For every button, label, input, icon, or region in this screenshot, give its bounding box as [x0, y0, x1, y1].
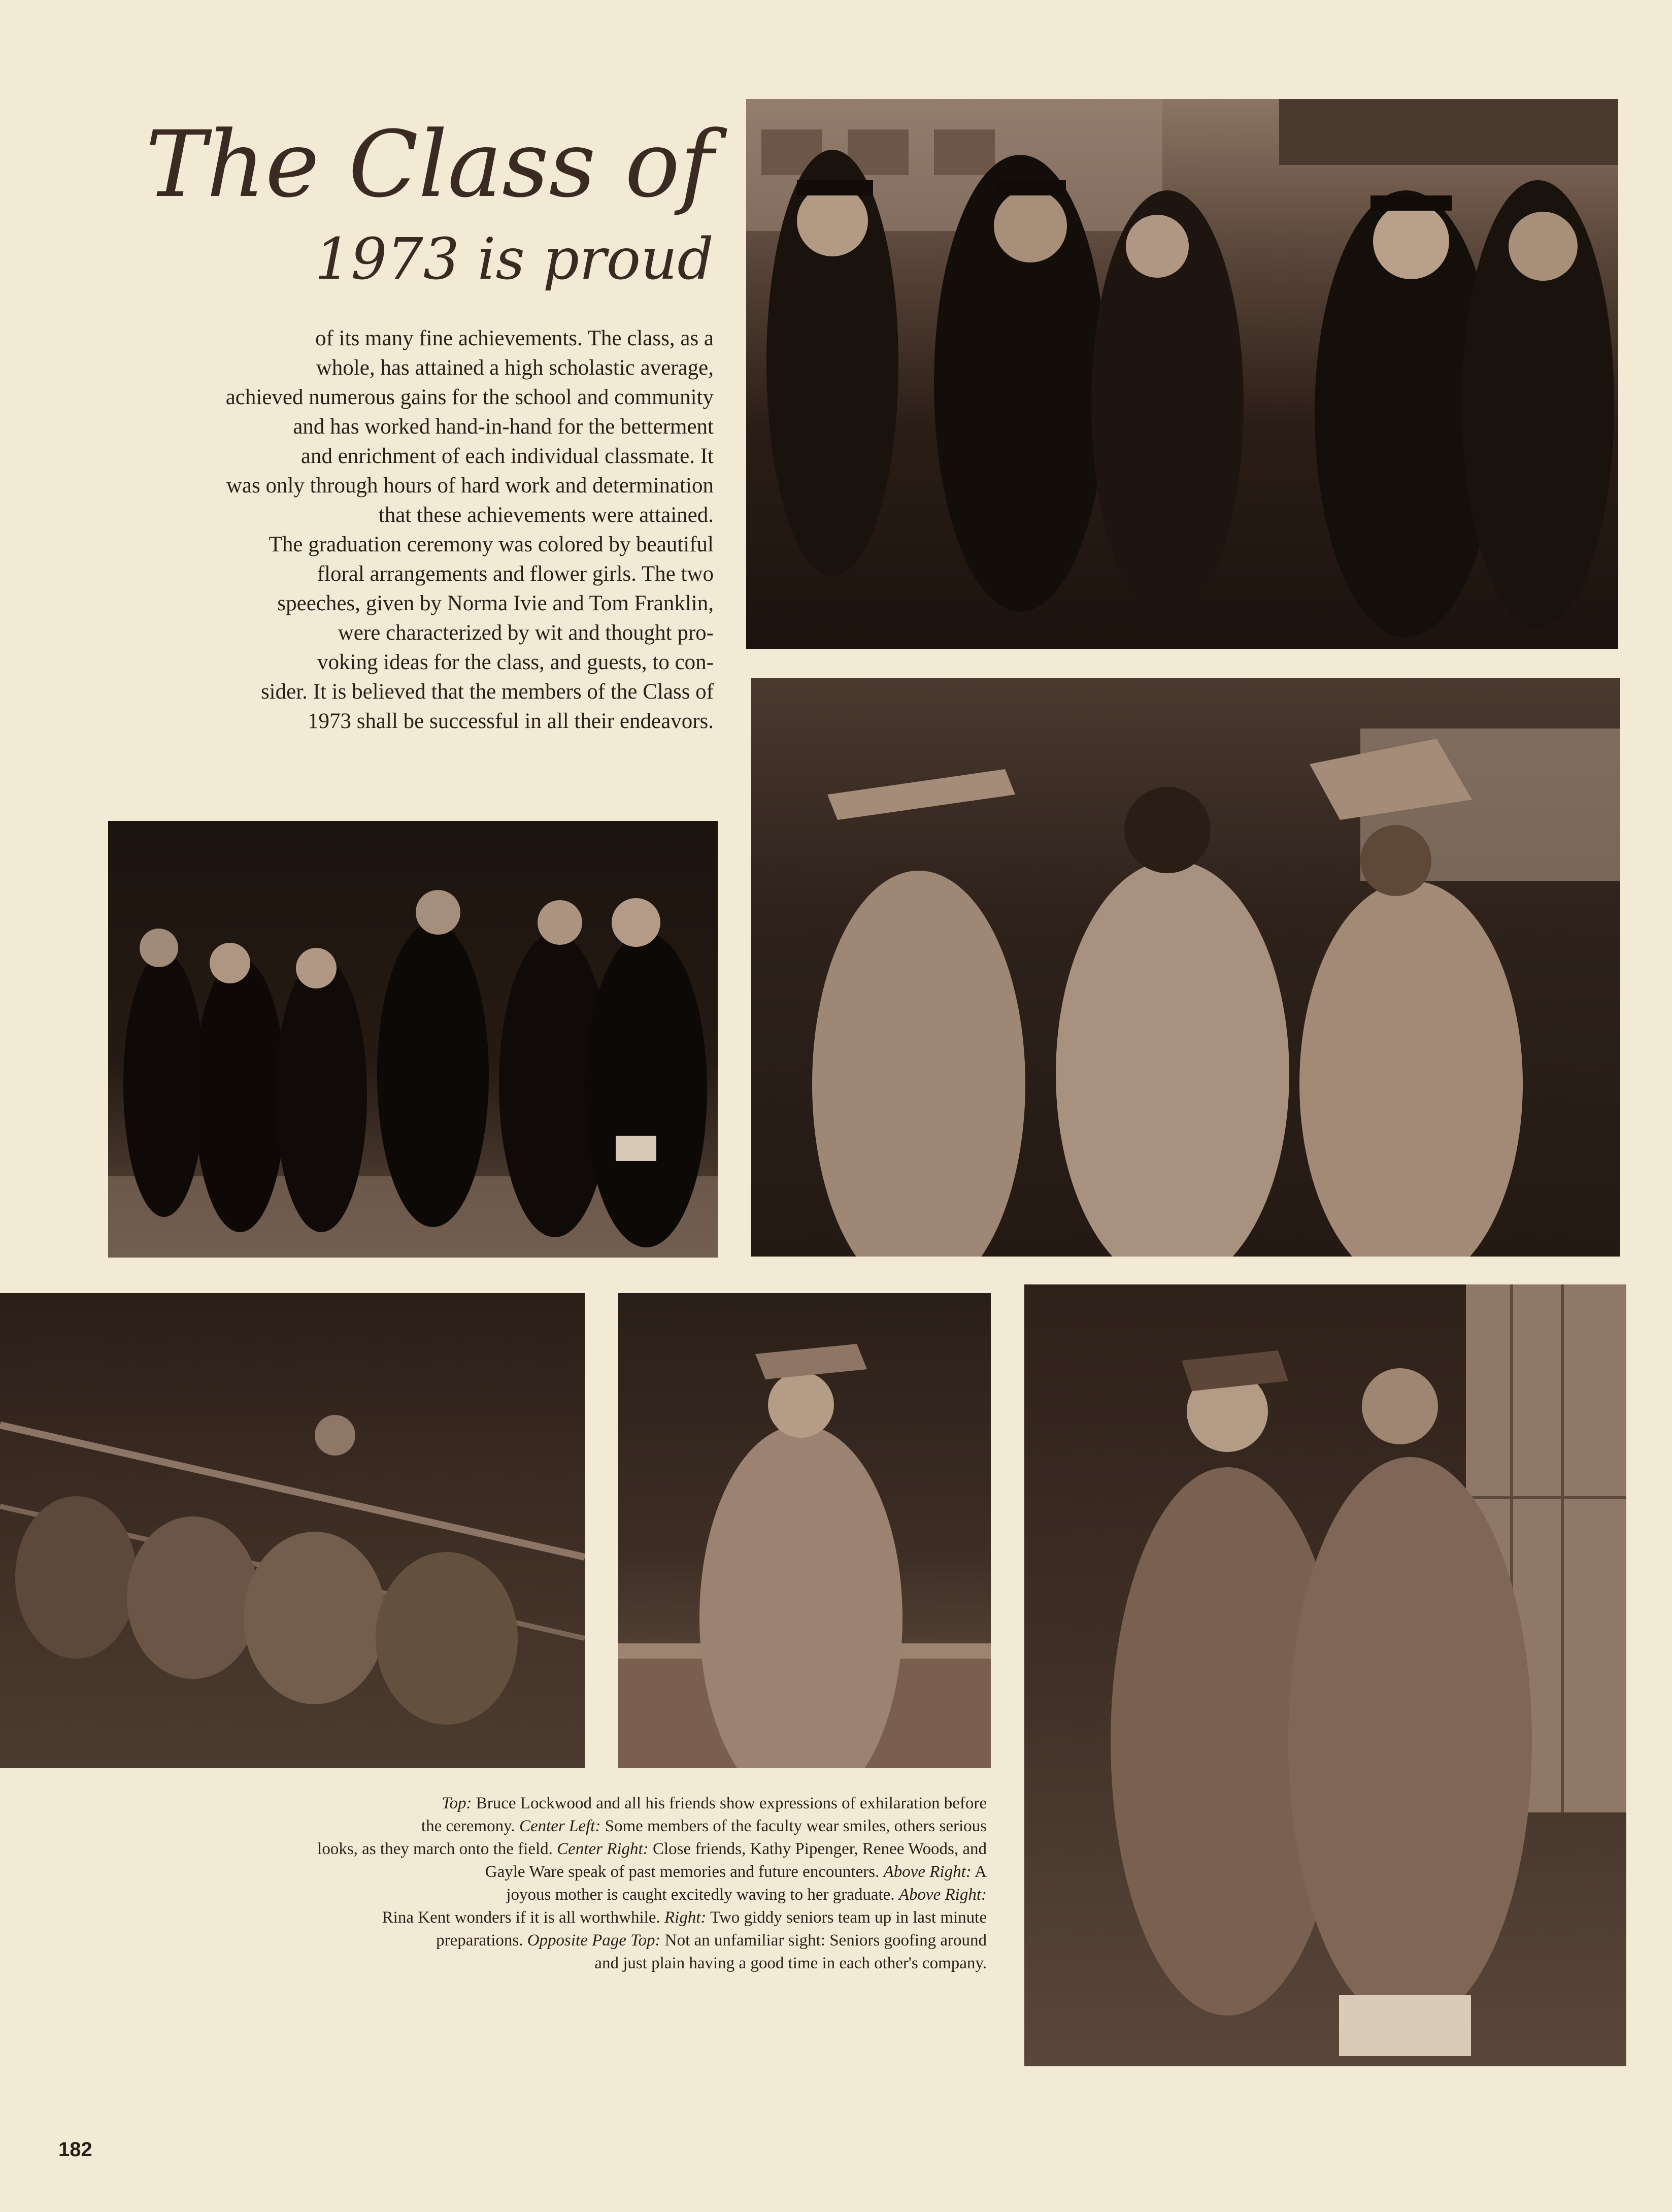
caption-text: joyous mother is caught excitedly waving to her graduate.: [506, 1886, 899, 1904]
article-body: [226, 324, 714, 736]
caption-text: the ceremony.: [421, 1817, 519, 1835]
photo-bottom-left-crowd: [0, 1293, 585, 1768]
body-line: 1973 shall be successful in all their endeavors.: [307, 709, 714, 733]
body-line: floral arrangements and flower girls. The two: [317, 562, 714, 586]
body-line: and enrichment of each individual classmate. It: [300, 444, 714, 468]
photo-top-graduates: [746, 99, 1618, 649]
caption-text: Close friends, Kathy Pipenger, Renee Woods, and: [648, 1840, 987, 1858]
photo-bottom-middle-graduate: [618, 1293, 991, 1768]
caption-line: [317, 1838, 987, 1861]
caption-text: Rina Kent wonders if it is all worthwhile.: [382, 1908, 664, 1927]
body-line: speeches, given by Norma Ivie and Tom Franklin,: [277, 591, 714, 615]
caption-text: Not an unfamiliar sight: Seniors goofing around: [660, 1931, 987, 1950]
photo-center-left-illustration: [108, 821, 718, 1258]
caption-label: Opposite Page Top:: [527, 1931, 661, 1950]
photo-center-right-friends: [751, 678, 1620, 1257]
caption-text: Gayle Ware speak of past memories and future encounters.: [485, 1863, 884, 1881]
photo-bottom-right-illustration: [1024, 1284, 1626, 2066]
body-line: and has worked hand-in-hand for the betterment: [293, 415, 714, 439]
caption-text: Some members of the faculty wear smiles, others serious: [600, 1817, 987, 1835]
photo-bottom-left-illustration: [0, 1293, 585, 1768]
photo-bottom-right-seniors: [1024, 1284, 1626, 2066]
caption-text: looks, as they march onto the field.: [317, 1840, 557, 1858]
caption-line: [317, 1815, 987, 1838]
caption-line: [317, 1792, 987, 1815]
caption-line: [317, 1861, 987, 1884]
photo-caption: [317, 1792, 987, 1975]
caption-text: and just plain having a good time in each other's company.: [594, 1954, 987, 1972]
caption-label: Above Right:: [898, 1886, 987, 1904]
caption-line: [317, 1952, 987, 1975]
caption-text: Bruce Lockwood and all his friends show expressions of exhilaration before: [472, 1794, 987, 1812]
body-line: The graduation ceremony was colored by beautiful: [269, 533, 714, 556]
photo-bottom-middle-illustration: [618, 1293, 991, 1768]
body-line: whole, has attained a high scholastic average,: [316, 356, 714, 380]
caption-label: Center Right:: [557, 1840, 649, 1858]
body-line: voking ideas for the class, and guests, to con-: [317, 650, 714, 674]
body-line: were characterized by wit and thought pro-: [338, 621, 714, 645]
page-number: 182: [58, 2138, 92, 2161]
headline-line-1: The Class of: [145, 112, 714, 218]
body-line: achieved numerous gains for the school and community: [225, 385, 714, 409]
caption-text: preparations.: [436, 1931, 527, 1950]
caption-line: [317, 1884, 987, 1906]
photo-center-left-faculty: [108, 821, 718, 1258]
caption-text: A: [971, 1863, 987, 1881]
caption-line: [317, 1929, 987, 1952]
body-line: that these achievements were attained.: [378, 503, 714, 527]
caption-line: [317, 1906, 987, 1929]
photo-center-right-illustration: [751, 678, 1620, 1257]
body-line: of its many fine achievements. The class, as a: [315, 326, 714, 350]
caption-text: Two giddy seniors team up in last minute: [706, 1908, 987, 1927]
headline-line-2: 1973 is proud: [314, 226, 714, 292]
body-line: sider. It is believed that the members of the Class of: [260, 680, 714, 704]
caption-label: Top:: [442, 1794, 472, 1812]
body-line: was only through hours of hard work and determination: [226, 474, 714, 498]
caption-label: Above Right:: [883, 1863, 972, 1881]
caption-label: Right:: [664, 1908, 707, 1927]
photo-top-illustration: [746, 99, 1618, 649]
caption-label: Center Left:: [519, 1817, 601, 1835]
